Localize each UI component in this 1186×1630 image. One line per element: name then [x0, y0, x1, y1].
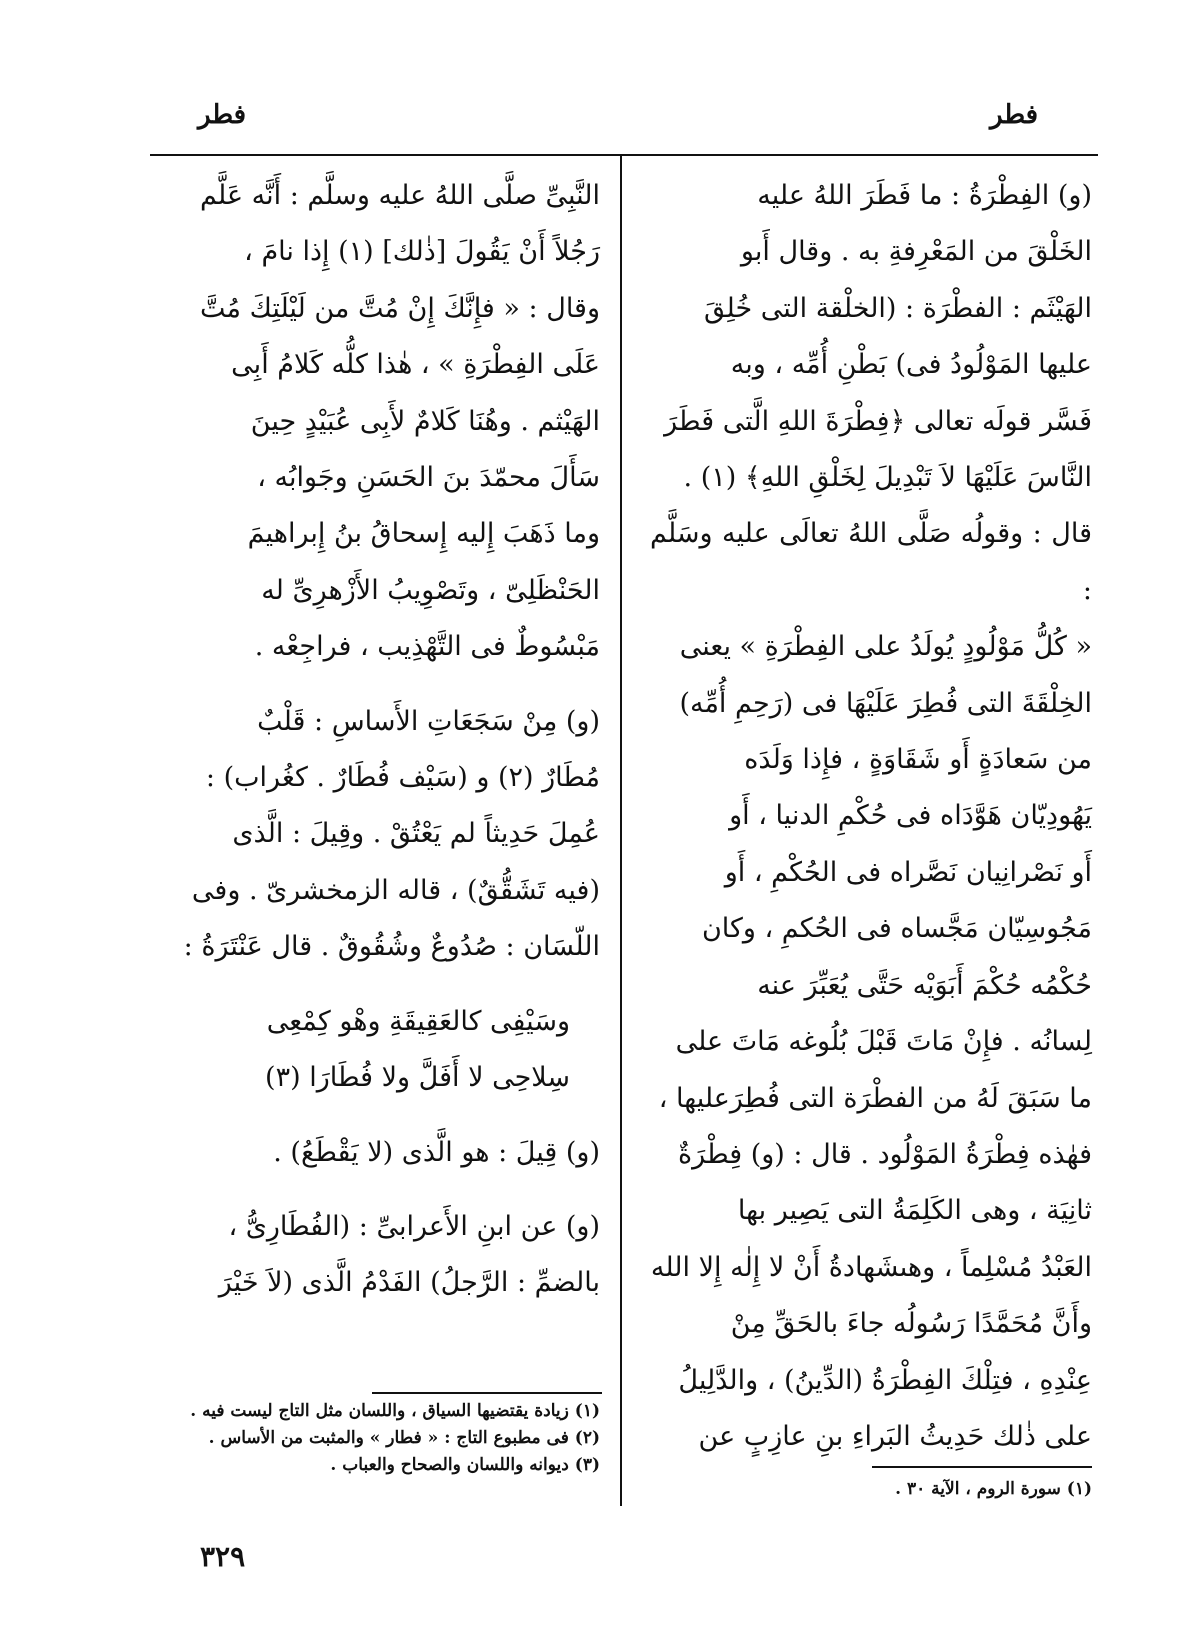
text-line: ما سَبَقَ لَهُ من الفطْرَة التى فُطِرَعليها ، — [658, 1082, 1092, 1114]
text-line: اللّسَان : صُدُوعٌ وشُقُوقٌ . قال عَنْتَرَةُ : — [183, 931, 600, 963]
text-line: ثانِيَة ، وهى الكَلِمَةُ التى يَصِير بها — [737, 1195, 1092, 1227]
text-line: (فيه تَشَقُّقٌ) ، قاله الزمخشرىّ . وفى — [191, 874, 600, 906]
text-line: على ذٰلك حَدِيثُ البَراءِ بنِ عازِبٍ عن — [698, 1420, 1092, 1452]
text-line: من سَعادَةٍ أَو شَقَاوَةٍ ، فإِذا وَلَدَه — [744, 744, 1092, 776]
text-line: (و) الفِطْرَةُ : ما فَطَرَ اللهُ عليه — [757, 180, 1092, 211]
text-line: النَّاسَ عَلَيْهَا لاَ تَبْدِيلَ لِخَلْقِ اللهِ﴾ (١) . — [683, 462, 1092, 494]
paragraph-gap — [150, 676, 600, 694]
text-line: الخِلْقَةَ التى فُطِرَ عَلَيْهَا فى (رَحِمِ أُمِّه) — [679, 687, 1092, 719]
text-line: الهَيْثم . وهُنَا كَلامٌ لأَبِى عُبَيْدٍ حِينَ — [250, 405, 600, 437]
running-header-left: فطر — [198, 100, 247, 130]
text-line: حُكْمُه حُكْمَ أَبَوَيْه حَتَّى يُعَبِّرَ عنه — [757, 969, 1092, 1001]
text-line: عِنْدِهِ ، فتِلْكَ الفِطْرَةُ (الدِّينُ) ، والدَّلِيلُ — [678, 1364, 1092, 1396]
header-rule — [150, 154, 1098, 156]
paragraph-gap — [150, 1107, 600, 1125]
text-line: وما ذَهَبَ إِليه إِسحاقُ بنُ إِبراهيمَ — [247, 518, 600, 550]
text-line: (و) عن ابنِ الأَعرابىِّ : (الفُطَارِىُّ ، — [228, 1210, 600, 1242]
footnote: (١) سورة الروم ، الآية ٣٠ . — [895, 1479, 1092, 1499]
text-line: النَّبِىِّ صلَّى اللهُ عليه وسلَّم : أَنَّه عَلَّم — [200, 180, 600, 211]
verse-line: وسَيْفِى كالعَقِيقَةِ وهْو كِمْعِى — [266, 1005, 570, 1037]
text-line: العَبْدُ مُسْلِماً ، وهىشَهادةُ أَنْ لا إِلٰه إِلا الله — [650, 1251, 1092, 1283]
text-line: الحَنْظَلِىّ ، وتَصْوِيبُ الأَزْهرِىِّ له — [261, 574, 600, 606]
text-line: (و) مِنْ سَجَعَاتِ الأَساسِ : قَلْبٌ — [257, 705, 600, 737]
text-line: فهٰذه فِطْرَةُ المَوْلُود . قال : (و) فِطْرَةٌ — [678, 1138, 1092, 1170]
footnote: (٢) فى مطبوع التاج : « فطار » والمثبت من الأساس . — [208, 1428, 600, 1448]
text-line: عليها المَوْلُودُ فى) بَطْنِ أُمِّه ، وبه — [730, 349, 1092, 381]
paragraph-gap — [150, 976, 600, 994]
running-header-right: فطر — [990, 100, 1039, 130]
text-line: « كُلُّ مَوْلُودٍ يُولَدُ على الفِطْرَةِ » يعنى — [679, 631, 1092, 663]
text-line: مَجُوسِيّان مَجَّساه فى الحُكمِ ، وكان — [701, 913, 1092, 945]
text-line: الهَيْثَم : الفطْرَة : (الخلْقة التى خُلِقَ — [704, 292, 1092, 324]
verse-line: سِلاحِى لا أَفَلَّ ولا فُطَارَا (٣) — [265, 1062, 570, 1094]
paragraph-gap — [150, 1181, 600, 1199]
text-line: (و) قِيلَ : هو الَّذى (لا يَقْطَعُ) . — [273, 1136, 600, 1168]
text-line: أَو نَصْرانِيان نَصَّراه فى الحُكْمِ ، أَو — [724, 856, 1092, 888]
text-line: عُمِلَ حَدِيثاً لم يَعْتُقْ . وقِيلَ : الَّذى — [232, 818, 600, 850]
text-line: وأَنَّ مُحَمَّدًا رَسُولُه جاءَ بالحَقِّ مِنْ — [730, 1308, 1092, 1340]
text-line: يَهُودِيّان هَوَّدَاه فى حُكْمِ الدنيا ، أَو — [729, 800, 1092, 832]
footnotes-right — [650, 1476, 1092, 1503]
text-line: بالضمِّ : الرَّجلُ) الفَدْمُ الَّذى (لاَ خَيْرَ — [218, 1267, 600, 1299]
text-line: قال : وقولُه صَلَّى اللهُ تعالَى عليه وسَلَّم : — [650, 518, 1092, 606]
text-line: الخَلْقَ من المَعْرِفةِ به . وقال أَبو — [740, 236, 1092, 268]
text-line: لِسانُه . فإِنْ مَاتَ قَبْلَ بُلُوغه مَاتَ على — [675, 1026, 1092, 1058]
text-line: عَلَى الفِطْرَةِ » ، هٰذا كلُّه كَلامُ أَبِى — [231, 349, 600, 381]
text-line: وقال : « فإِنَّكَ إِنْ مُتَّ من لَيْلَتِكَ مُتَّ — [200, 292, 600, 324]
right-column — [650, 168, 1092, 1465]
footnote-rule-left — [372, 1392, 602, 1394]
text-line: مَبْسُوطٌ فى التَّهْذِيب ، فراجِعْه . — [254, 631, 600, 663]
footnotes-left — [150, 1398, 600, 1479]
column-divider — [620, 156, 622, 1506]
text-line: رَجُلاً أَنْ يَقُولَ [ذٰلك] (١) إِذا نامَ ، — [244, 236, 600, 268]
left-column — [150, 168, 600, 1312]
footnote: (٣) ديوانه واللسان والصحاح والعباب . — [330, 1455, 600, 1475]
footnote: (١) زيادة يقتضيها السياق ، واللسان مثل التاج ليست فيه . — [190, 1401, 600, 1421]
text-line: فَسَّر قولَه تعالى ﴿فِطْرَةَ اللهِ الَّتى فَطَرَ — [664, 405, 1092, 437]
text-line: مُطَارٌ (٢) و (سَيْف فُطَارٌ . كغُراب) : — [205, 762, 600, 794]
footnote-rule-right — [872, 1466, 1092, 1468]
page-number: ٣٢٩ — [200, 1540, 246, 1573]
text-line: سَأَلَ محمّدَ بنَ الحَسَنِ وجَوابُه ، — [257, 462, 600, 494]
